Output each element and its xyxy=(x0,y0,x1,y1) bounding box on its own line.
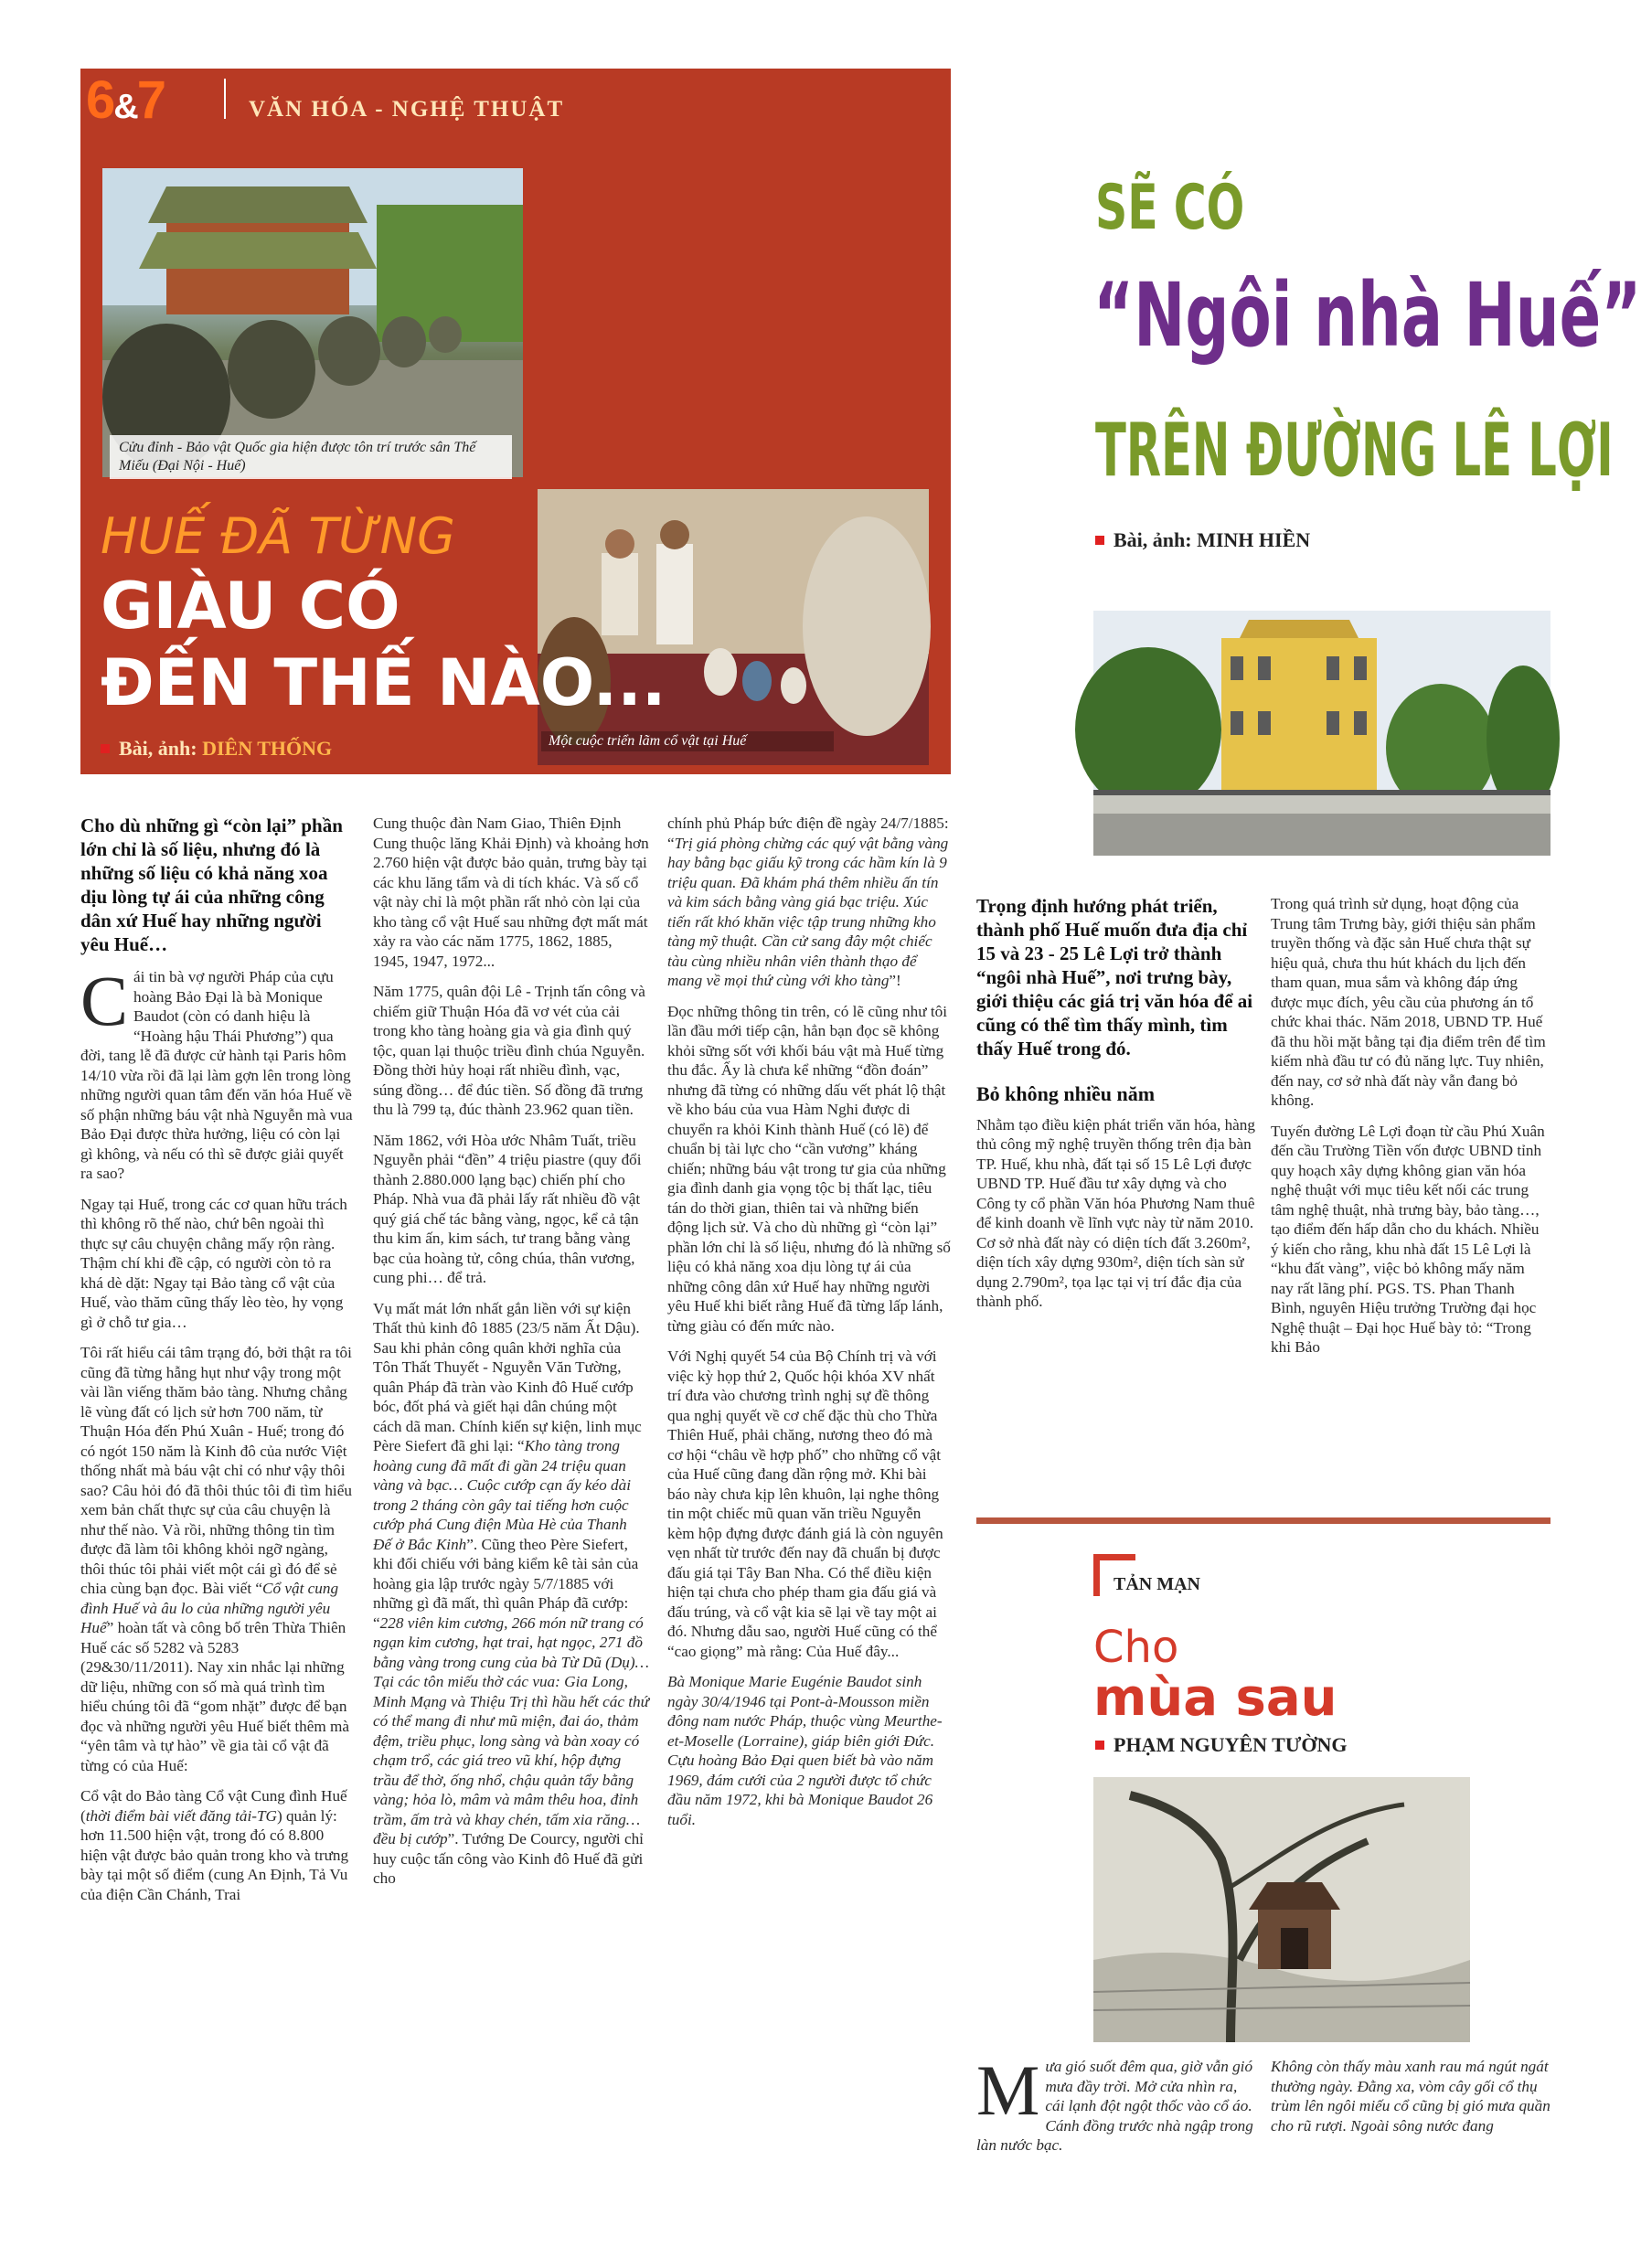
photo-exhibition-illustration xyxy=(538,489,929,765)
text-column-6 xyxy=(976,2050,1260,2167)
photo-caption: Cửu đỉnh - Bảo vật Quốc gia hiện được tôn trí trước sân Thế Miếu (Đại Nội - Huế) xyxy=(110,435,512,479)
section-label: TẢN MẠN xyxy=(1110,1574,1200,1595)
paragraph: Đọc những thông tin trên, có lẽ cũng như tôi lần đầu mới tiếp cận, hẳn bạn đọc sẽ không khỏi sững sốt với khối báu vật mà Huế từng thu đắc. Ấy là chưa kể những “đồn đoán” nhưng đã từng có những dấu vết phát lộ thật về kho báu của vua Hàm Nghi được di chuyển ra khỏi Kinh thành Huế (có lẽ) để chuẩn bị tài lực cho “cần vương” kháng chiến; những báu vật trong tư gia của những gia đình danh gia vọng tộc bị thất lạc, tiêu tán do thời gian, thiên tai và những biến động lịch sử. Và cho dù những gì “còn lại” phần lớn chỉ là số liệu, nhưng đó là những số liệu có khả năng xoa dịu lòng tự ái của những công dân xứ Huế hay những người yêu Huế khi biết rằng Huế đã từng lấp lánh, từng giàu có đến mức nào. xyxy=(667,1002,951,1335)
drop-cap: M xyxy=(976,2050,1040,2130)
bullet-square-icon xyxy=(1095,536,1104,545)
paragraph: Vụ mất mát lớn nhất gắn liền với sự kiện Thất thủ kinh đô 1885 (23/5 năm Ất Dậu). Sau khi phản công quân khởi nghĩa của Tôn Thất Thuyết - Nguyễn Văn Tường, quân Pháp đã tràn vào Kinh đô Huế cướp bóc, đốt phá và giết hại dân chúng một cách dã man. Chính kiến sự kiện, linh mục Père Siefert đã ghi lại: “Kho tàng trong hoàng cung đã mất đi gần 24 triệu quan vàng và bạc… Cuộc cướp cạn ấy kéo dài trong 2 tháng còn gây tai tiếng hơn cuộc cướp phá Cung điện Mùa Hè của Thanh Đế ở Bắc Kinh”. Cũng theo Père Siefert, khi đối chiếu với bảng kiểm kê tài sản của hoàng gia lập trước ngày 5/7/1885 với những gì đã mất, thì quân Pháp đã cướp: “228 viên kim cương, 266 món nữ trang có ngạn kim cương, hạt trai, hạt ngọc, 271 đồ bằng vàng trong cung của bà Từ Dũ (Dụ)… Tại các tôn miếu thờ các vua: Gia Long, Minh Mạng và Thiệu Trị thì hầu hết các thứ có thể mang đi như mũ miện, đai áo, thảm đệm, triều phục, long sàng và bàn xoay có chạm trổ, các giá treo vũ khí, hộp đựng trầu để thờ, ống nhổ, chậu quản tẩy bằng vàng; hỏa lò, mâm và mâm thêu hoa, đỉnh trầm, ấm trà và khay chén, tấm xia răng… đều bị cướp”. Tướng De Courcy, người chỉ huy cuộc tấn công vào Kinh đô Huế đã gửi cho xyxy=(373,1299,650,1887)
paragraph: Mưa gió suốt đêm qua, giờ vẫn gió mưa đầy trời. Mở cửa nhìn ra, cái lạnh đột ngột thốc vào cổ áo. Cánh đồng trước nhà ngập trong làn nước bạc. xyxy=(976,2050,1253,2154)
bullet-square-icon xyxy=(1095,1741,1104,1750)
photo-cuu-dinh-illustration xyxy=(102,168,523,477)
article-headline-line1: HUẾ ĐÃ TỪNG xyxy=(101,507,455,565)
sketch-illustration xyxy=(1093,1777,1470,2042)
article2-headline-line2: “Ngôi nhà Huế” xyxy=(1093,264,1641,367)
paragraph: Với Nghị quyết 54 của Bộ Chính trị và với việc kỳ họp thứ 2, Quốc hội khóa XV nhất trí đưa vào chương trình nghị sự đề thông qua nghị quyết về cơ chế đặc thù cho Thừa Thiên Huế, phải chăng, nương theo đó mà cơ hội “châu về hợp phố” cho những cổ vật của Huế cũng đang dần rộng mở. Khi bài báo này chưa kịp lên khuôn, lại nghe thông tin một chiếc mũ quan văn triều Nguyễn kèm hộp đựng được đánh giá là còn nguyên vẹn nhất từ trước đến nay đã chuẩn bị được đấu giá tại Tây Ban Nha. Có thể điều kiện hiện tại chưa cho phép tham gia đấu giá và đấu trúng, và cổ vật kia sẽ lại về tay một ai đó. Nhưng dẫu sao, người Huế cũng có thể “cao giọng” mà rằng: Của Huế đây... xyxy=(667,1347,943,1660)
article-lead: Cho dù những gì “còn lại” phần lớn chỉ là số liệu, nhưng đó là những số liệu có khả năng xoa dịu lòng tự ái của những công dân xứ Huế hay những người yêu Huế… xyxy=(80,815,343,955)
paragraph: Không còn thấy màu xanh rau má ngút ngát thường ngày. Đằng xa, vòm cây gối cổ thụ trùm lên ngôi miếu cổ cũng bị gió mưa quần cho rũ rượi. Ngoài sông nước đang xyxy=(1271,2058,1550,2135)
article-headline-line3: ĐẾN THẾ NÀO... xyxy=(101,645,666,720)
section-divider xyxy=(224,79,226,119)
photo-cuu-dinh xyxy=(102,168,523,477)
illustration-sketch xyxy=(1093,1777,1470,2042)
drop-cap: C xyxy=(80,961,129,1040)
paragraph: Cái tin bà vợ người Pháp của cựu hoàng Bảo Đại là bà Monique Baudot (còn có danh hiệu là “Hoàng hậu Thái Phương”) qua đời, tang lễ đã được cử hành tại Paris hôm 14/10 vừa rồi đã lại làm gợn lên trong lòng những người quan tâm đến văn hóa Huế về số phận những báu vật nhà Nguyễn mà vua Bảo Đại được thừa hưởng, liệu có còn lại gì không, và nếu có thì sẽ được giải quyết ra sao? xyxy=(80,961,353,1182)
section-rule xyxy=(976,1517,1550,1524)
paragraph: Trong quá trình sử dụng, hoạt động của Trung tâm Trưng bày, giới thiệu sản phẩm truyền thống và đặc sản Huế chưa thật sự hiệu quả, chưa thu hút khách du lịch đến tham quan, mua sắm và không đáp ứng được mục đích, yêu cầu của phương án tổ chức khai thác. Năm 2018, UBND TP. Huế đã thu hồi mặt bằng tại địa điểm trên để tìm kiếm nhà đầu tư có đủ năng lực. Tuy nhiên, đến nay, cơ sở nhà đất này vẫn đang bỏ không. xyxy=(1271,895,1546,1109)
text-column-7 xyxy=(1271,2057,1550,2146)
article2-headline-line3: TRÊN ĐƯỜNG LÊ LỢI xyxy=(1095,408,1614,493)
text-column-3 xyxy=(667,814,951,1840)
text-column-1 xyxy=(80,814,355,1915)
subheading: Bỏ không nhiều năm xyxy=(976,1082,1156,1105)
photo-building-illustration xyxy=(1093,611,1550,856)
section-title: VĂN HÓA - NGHỆ THUẬT xyxy=(249,97,565,122)
article-headline-line2: GIÀU CÓ xyxy=(101,569,400,644)
byline: Bài, ảnh: DIÊN THỐNG xyxy=(101,737,332,761)
byline: PHẠM NGUYÊN TƯỜNG xyxy=(1095,1733,1347,1757)
article2-lead: Trọng định hướng phát triển, thành phố Huế muốn đưa địa chỉ 15 và 23 - 25 Lê Lợi trở thành “ngôi nhà Huế”, nơi trưng bày, giới thiệu các giá trị văn hóa để ai cũng có thể tìm thấy mình, tìm thấy Huế trong đó. xyxy=(976,895,1253,1059)
text-column-5 xyxy=(1271,894,1550,1368)
page-number: 6&7 xyxy=(86,70,165,130)
paragraph: Tuyến đường Lê Lợi đoạn từ cầu Phú Xuân đến cầu Trường Tiền vốn được UBND tỉnh quy hoạch xây dựng không gian văn hóa nghệ thuật với mục tiêu kết nối các trung tâm nghệ thuật, nhà trưng bày, bảo tàng…, tạo điểm đến hấp dẫn cho du khách. Nhiều ý kiến cho rằng, khu nhà đất 15 Lê Lợi là “khu đất vàng”, việc bỏ không mấy năm nay rất lãng phí. PGS. TS. Phan Thanh Bình, nguyên Hiệu trưởng Trường đại học Nghệ thuật – Đại học Huế bày tỏ: “Trong khi Bảo xyxy=(1271,1122,1545,1356)
paragraph: Ngay tại Huế, trong các cơ quan hữu trách thì không rõ thế nào, chứ bên ngoài thì thực sự câu chuyện chẳng mấy rộn ràng. Thậm chí khi đề cập, có người còn tỏ ra khá dè dặt: Ngay tại Bảo tàng cổ vật của Huế, vào thăm cũng thấy lèo tèo, hy vọng gì ở chỗ tư gia… xyxy=(80,1195,347,1331)
article3-title-line1: Cho xyxy=(1093,1622,1179,1673)
paragraph: Cung thuộc đàn Nam Giao, Thiên Định Cung thuộc lăng Khải Định) và khoảng hơn 2.760 hiện vật được bảo quản, trưng bày tại các khu lăng tẩm và di tích khác. Và số cổ vật này chỉ là một phần rất nhỏ còn lại của kho tàng cổ vật Huế sau những đợt mất mát xảy ra vào các năm 1775, 1862, 1885, 1945, 1947, 1972... xyxy=(373,815,649,970)
photo-building xyxy=(1093,611,1550,856)
bullet-square-icon xyxy=(101,744,110,753)
article2-headline-line1: SẼ CÓ xyxy=(1095,172,1245,244)
paragraph: chính phủ Pháp bức điện đề ngày 24/7/1885: “Trị giá phòng chừng các quý vật bằng vàng hay bằng bạc giấu kỹ trong các hầm kín là 9 triệu quan. Đã khám phá thêm nhiều ấn tín và kim sách bằng vàng giá bạc triệu. Xúc tiến rất khó khăn việc tập trung những kho tàng mỹ thuật. Cần cử sang đây một chiếc tàu cùng nhiều nhân viên thành thạo để mang về mọi thứ cùng với kho tàng”! xyxy=(667,815,949,989)
text-column-4 xyxy=(976,894,1258,1323)
article3-title-line2: mùa sau xyxy=(1093,1668,1337,1728)
paragraph: Nhằm tạo điều kiện phát triển văn hóa, hàng thủ công mỹ nghệ truyền thống trên địa bàn TP. Huế, khu nhà, đất tại số 15 Lê Lợi được UBND TP. Huế đầu tư xây dựng và cho Công ty cổ phần Văn hóa Phương Nam thuê để kinh doanh về lĩnh vực này từ năm 2010. Cơ sở nhà đất này có diện tích đất 3.260m², diện tích xây dựng 930m², diện tích sàn sử dụng 2.790m², tọa lạc tại vị trí đắc địa của thành phố. xyxy=(976,1115,1255,1310)
sidebar-note: Bà Monique Marie Eugénie Baudot sinh ngày 30/4/1946 tại Pont-à-Mousson miền đông nam nước Pháp, thuộc vùng Meurthe-et-Moselle (Lorraine), giáp biên giới Đức. Cựu hoàng Bảo Đại quen biết bà vào năm 1969, đám cưới của 2 người được tổ chức đầu năm 1972, khi bà Monique Baudot 26 tuổi. xyxy=(667,1673,943,1828)
paragraph: Năm 1775, quân đội Lê - Trịnh tấn công và chiếm giữ Thuận Hóa đã vơ vét của cải trong kho tàng hoàng gia và gia đình quý tộc, quan lại thuộc triều đình chúa Nguyễn. Đồng thời hủy hoại rất nhiều đình, vạc, súng đồng… để đúc tiền. Số đồng đã trưng thu là 799 tạ, đúc thành 23.962 quan tiền. xyxy=(373,983,645,1118)
paragraph: Tôi rất hiểu cái tâm trạng đó, bởi thật ra tôi cũng đã từng hẫng hụt như vậy trong một vài lần viếng thăm bảo tàng. Nhưng chẳng lẽ vùng đất có lịch sử hơn 700 năm, từ Thuận Hóa đến Phú Xuân - Huế; trong đó có ngót 150 năm là Kinh đô của nước Việt thống nhất mà báu vật chỉ có như vậy thôi sao? Câu hỏi đó đã thôi thúc tôi đi tìm hiểu xem bản chất thực sự của câu chuyện là như thế nào. Và rồi, những thông tin tìm được đã làm tôi không khỏi ngỡ ngàng, thôi thúc tôi phải viết một cái gì đó để sẻ chia cùng bạn đọc. Bài viết “Cổ vật cung đình Huế và âu lo của những người yêu Huế” hoàn tất và công bố trên Thừa Thiên Huế các số 5282 và 5283 (29&30/11/2011). Nay xin nhắc lại những dữ liệu, những con số mà quá trình tìm hiểu chúng tôi đã “gom nhặt” được để bạn đọc và những người yêu Huế biết thêm mà “yên tâm và tự hào” về gia tài cổ vật đã từng có của Huế: xyxy=(80,1344,352,1774)
paragraph: Năm 1862, với Hòa ước Nhâm Tuất, triều Nguyễn phải “đền” 4 triệu piastre (quy đổi thành 2.880.000 lạng bạc) chiến phí cho Pháp. Nhà vua đã phải lấy rất nhiều đồ vật quý giá chế tác bằng vàng, ngọc, kể cả tận thu kim ấn, kim sách, tư trang bằng vàng bạc của hoàng tử, công chúa, thân vương, cung phi… để trả. xyxy=(373,1131,642,1286)
photo-caption: Một cuộc triển lãm cổ vật tại Huế xyxy=(541,731,834,751)
text-column-2 xyxy=(373,814,649,1900)
photo-exhibition xyxy=(538,489,929,765)
byline: Bài, ảnh: MINH HIỀN xyxy=(1095,528,1310,552)
paragraph: Cổ vật do Bảo tàng Cổ vật Cung đình Huế (thời điểm bài viết đăng tải-TG) quản lý: hơn 11.500 hiện vật, trong đó có 8.800 hiện vật được bảo quản trong kho và trưng bày tại một số điểm (cung An Định, Tả Vu của điện Cần Chánh, Trai xyxy=(80,1787,349,1903)
